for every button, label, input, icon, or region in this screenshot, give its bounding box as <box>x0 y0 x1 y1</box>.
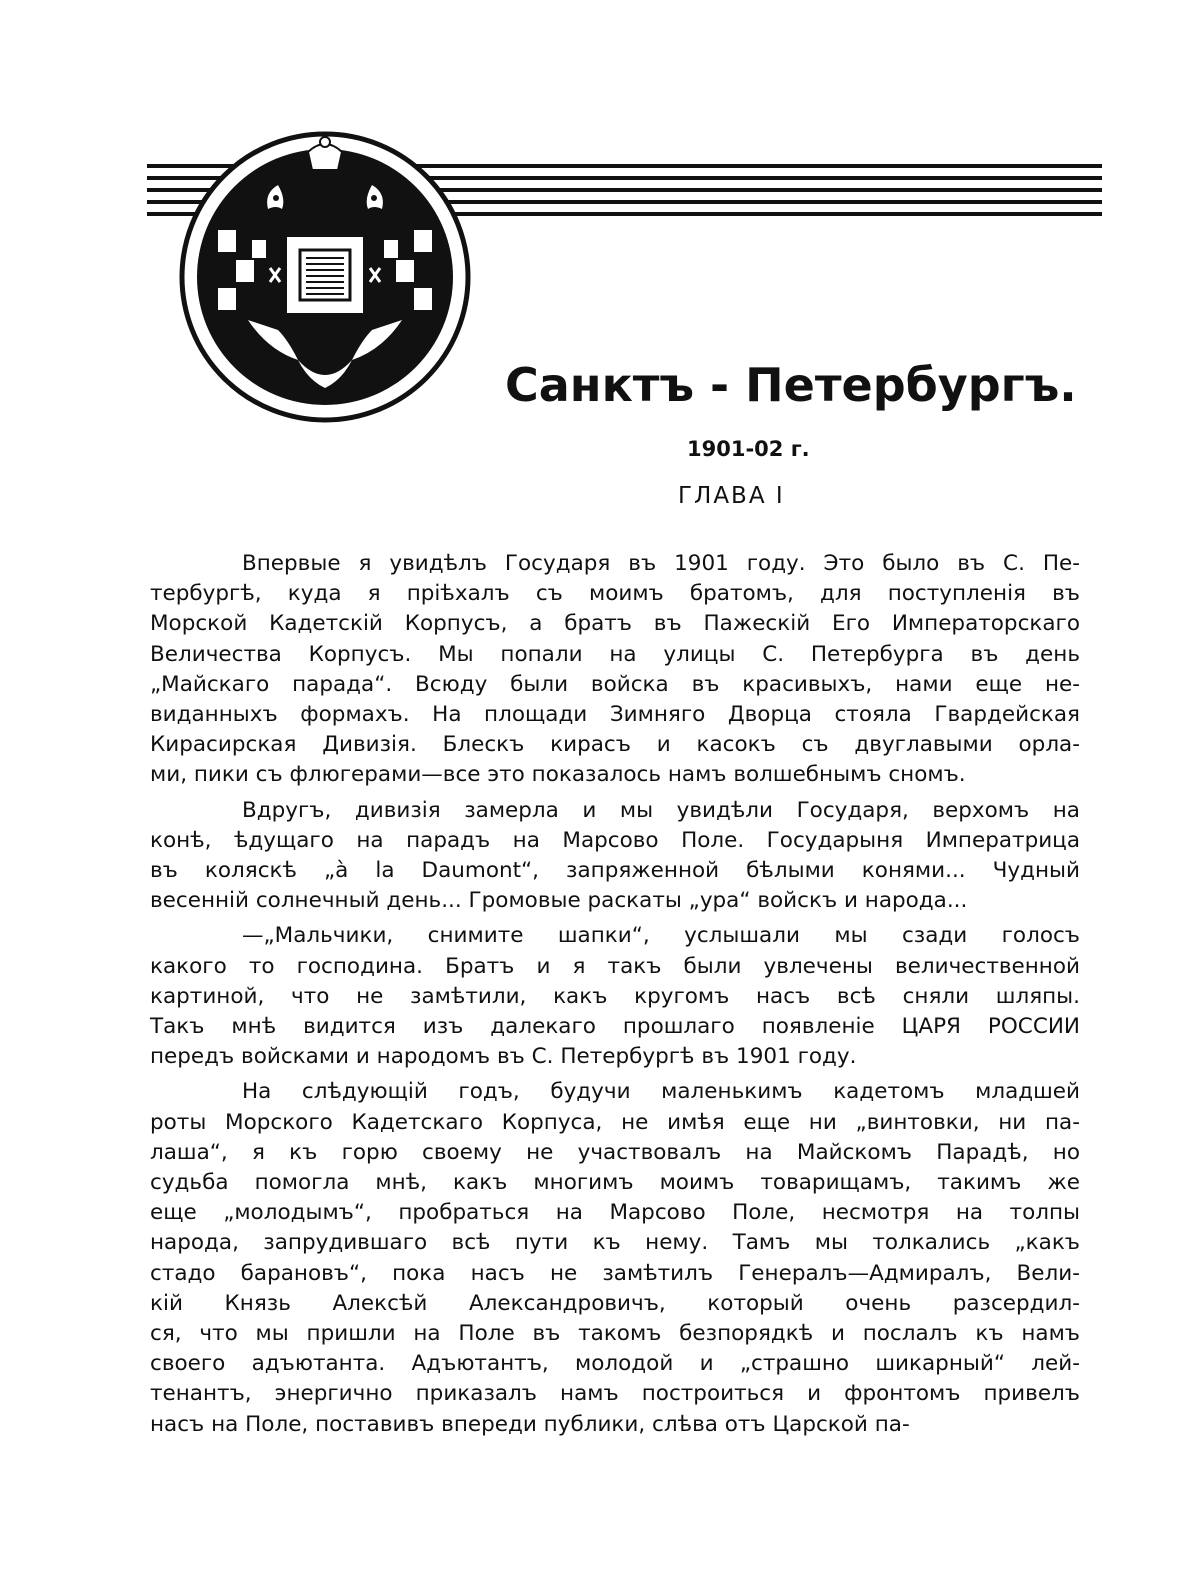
text-line: ся, что мы пришли на Поле въ такомъ безпорядкѣ и послалъ къ намъ <box>150 1321 1080 1347</box>
text-line: стадо барановъ“, пока насъ не замѣтилъ Генералъ—Адмиралъ, Вели- <box>150 1260 1080 1286</box>
text-line: Величества Корпусъ. Мы попали на улицы С. Петербурга въ день <box>150 641 1080 667</box>
text-line: насъ на Поле, поставивъ впереди публики, слѣва отъ Царской па- <box>150 1411 910 1437</box>
text-line: своего адъютанта. Адъютантъ, молодой и „страшно шикарный“ лей- <box>150 1351 1080 1377</box>
text-line: „Майскаго парада“. Всюду были войска въ красивыхъ, нами еще не- <box>150 671 1080 697</box>
text-line: передъ войсками и народомъ въ С. Петербургѣ въ 1901 году. <box>150 1044 857 1070</box>
chapter-heading: ГЛАВА I <box>678 483 785 509</box>
year-subtitle: 1901-02 г. <box>687 437 810 461</box>
paragraph <box>150 921 1080 1072</box>
text-line: весенній солнечный день... Громовые раскаты „ура“ войскъ и народа... <box>150 888 968 914</box>
text-line: роты Морского Кадетскаго Корпуса, не имѣя еще ни „винтовки, ни па- <box>150 1109 1080 1135</box>
text-line: Кирасирская Дивизія. Блескъ кирасъ и касокъ съ двуглавыми орла- <box>150 732 1080 758</box>
text-line: тенантъ, энергично приказалъ намъ построиться и фронтомъ привелъ <box>150 1381 1080 1407</box>
text-line: —„Мальчики, снимите шапки“, услышали мы сзади голосъ <box>242 923 1080 949</box>
text-line: ми, пики съ флюгерами—все это показалось намъ волшебнымъ сномъ. <box>150 762 966 788</box>
text-line: еще „молодымъ“, пробраться на Марсово Поле, несмотря на толпы <box>150 1200 1080 1226</box>
text-line: въ коляскѣ „à la Daumont“, запряженной бѣлыми конями... Чудный <box>150 858 1080 884</box>
double-headed-eagle-emblem <box>178 130 473 425</box>
text-line: Такъ мнѣ видится изъ далекаго прошлаго появленіе ЦАРЯ РОССИИ <box>150 1014 1080 1040</box>
page-title: Санктъ - Петербургъ. <box>505 358 1077 412</box>
text-line: картиной, что не замѣтили, какъ кругомъ насъ всѣ сняли шляпы. <box>150 983 1080 1009</box>
paragraph <box>150 796 1080 917</box>
text-line: Вдругъ, дивизія замерла и мы увидѣли Государя, верхомъ на <box>242 797 1080 823</box>
text-line: народа, запрудившаго всѣ пути къ нему. Тамъ мы толкались „какъ <box>150 1230 1080 1256</box>
text-line: Впервые я увидѣлъ Государя въ 1901 году. Это было въ С. Пе- <box>242 551 1080 576</box>
text-line: кій Князь Алексѣй Александровичъ, который очень разсердил- <box>150 1290 1080 1316</box>
paragraph <box>150 549 1080 791</box>
text-line: конѣ, ѣдущаго на парадъ на Марсово Поле. Государыня Императрица <box>150 827 1080 853</box>
body-text <box>150 549 1080 1445</box>
text-line: какого то господина. Братъ и я такъ были увлечены величественной <box>150 953 1080 979</box>
text-line: судьба помогла мнѣ, какъ многимъ моимъ товарищамъ, такимъ же <box>150 1170 1080 1196</box>
text-line: виданныхъ формахъ. На площади Зимняго Дворца стояла Гвардейская <box>150 702 1080 728</box>
text-line: тербургѣ, куда я пріѣхалъ съ моимъ братомъ, для поступленія въ <box>150 581 1080 607</box>
text-line: Морской Кадетскій Корпусъ, а братъ въ Пажескій Его Императорскаго <box>150 611 1080 637</box>
text-line: лаша“, я къ горю своему не участвовалъ на Майскомъ Парадѣ, но <box>150 1139 1080 1165</box>
paragraph <box>150 1077 1080 1439</box>
text-line: На слѣдующій годъ, будучи маленькимъ кадетомъ младшей <box>242 1079 1080 1105</box>
